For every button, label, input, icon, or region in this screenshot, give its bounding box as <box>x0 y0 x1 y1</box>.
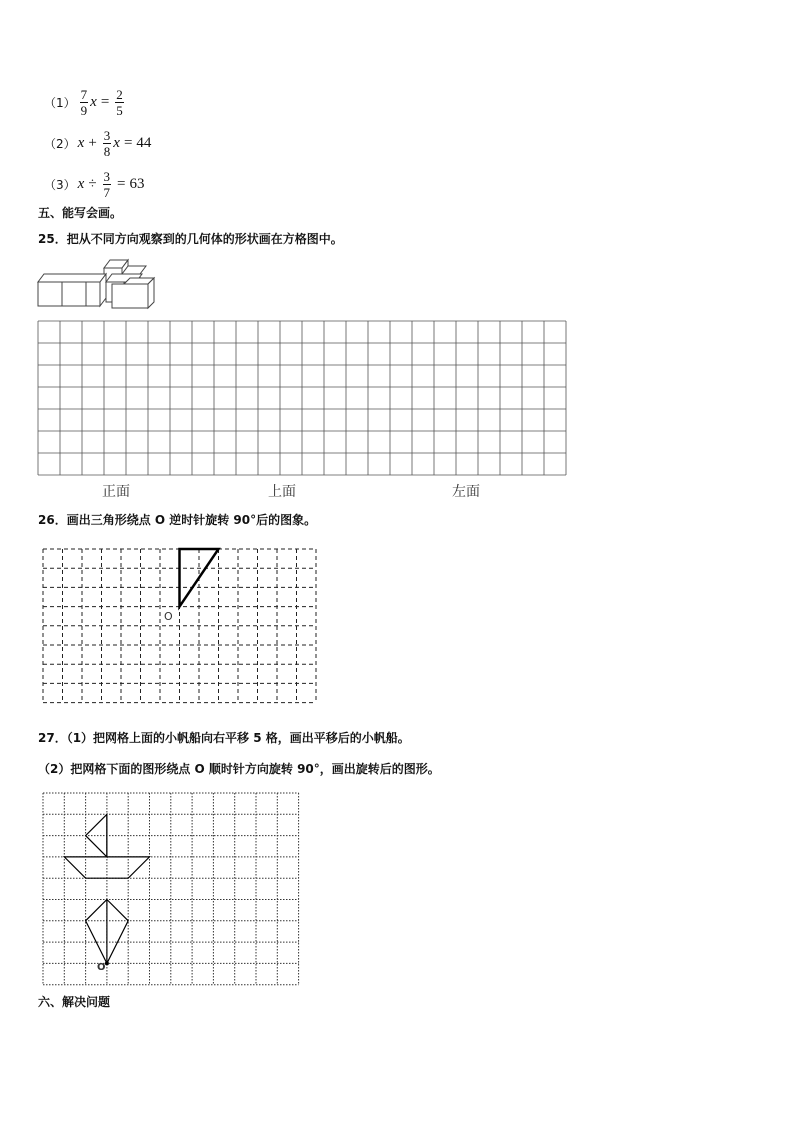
question-27-part-1: 27．（1）把网格上面的小帆船向右平移 5 格，画出平移后的小帆船。 <box>38 731 410 745</box>
result: 44 <box>136 135 152 151</box>
variable: x <box>77 176 85 192</box>
equation-number: （2） <box>44 137 76 151</box>
variable: x <box>90 94 97 110</box>
point-o-label: O <box>164 610 173 623</box>
question-27-part-2: （2）把网格下面的图形绕点 O 顺时针方向旋转 90°，画出旋转后的图形。 <box>38 762 440 776</box>
fraction: $\frac{7}{9}$ <box>80 87 88 118</box>
fraction: $\frac{3}{8}$ <box>103 128 111 159</box>
left-view-label: 左面 <box>452 485 480 500</box>
equation-2 <box>44 129 151 158</box>
question-25: 25．把从不同方向观察到的几何体的形状画在方格图中。 <box>38 232 343 246</box>
equation-number: （1） <box>44 96 76 110</box>
fraction: $\frac{2}{5}$ <box>116 87 123 118</box>
result: 63 <box>129 176 145 192</box>
point-o-label: O <box>97 962 106 973</box>
divide-sign: ÷ <box>88 176 97 192</box>
equation-number: （3） <box>44 178 76 192</box>
equation-3 <box>44 170 145 199</box>
view-drawing-grid[interactable] <box>37 320 569 478</box>
equals-sign: = <box>100 94 110 110</box>
rotation-dashed-grid[interactable] <box>40 545 320 705</box>
variable: x <box>77 135 85 151</box>
front-view-label: 正面 <box>102 485 130 500</box>
fraction: $\frac{3}{7}$ <box>103 169 111 200</box>
plus-sign: + <box>88 135 97 151</box>
section-5-heading: 五、能写会画。 <box>38 206 123 220</box>
cube-solid-figure <box>36 256 166 311</box>
question-26: 26．画出三角形绕点 O 逆时针旋转 90°后的图象。 <box>38 513 317 527</box>
equation-1 <box>44 88 126 117</box>
equals-sign: = <box>123 135 133 151</box>
equals-sign: = <box>117 176 126 192</box>
section-6-heading: 六、解决问题 <box>38 995 111 1009</box>
top-view-label: 上面 <box>268 485 296 500</box>
variable: x <box>113 135 120 151</box>
sailboat-dotted-grid[interactable] <box>40 791 302 987</box>
